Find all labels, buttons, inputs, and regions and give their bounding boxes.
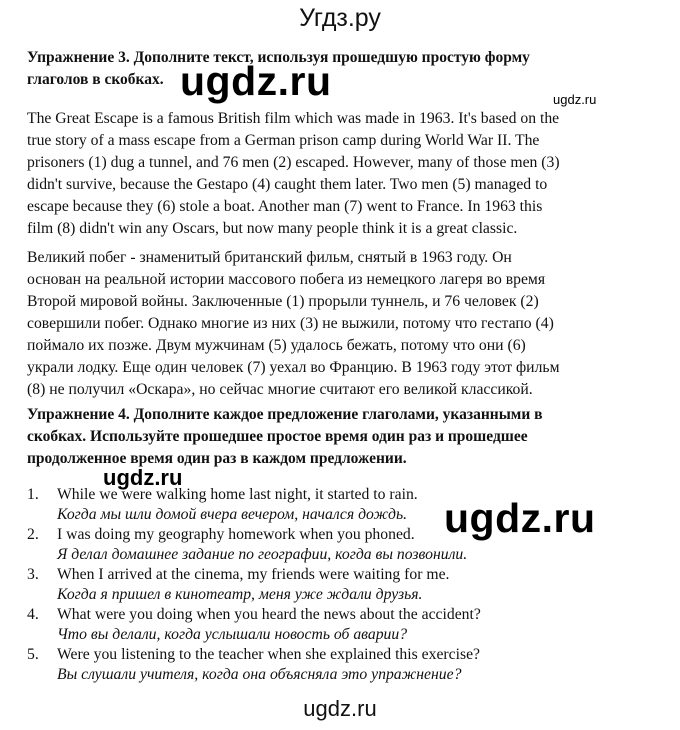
item-number: 3. (27, 566, 39, 583)
exercise-4-title (27, 404, 647, 470)
watermark-medium: ugdz.ru (103, 465, 183, 490)
exercise-3-title (27, 47, 647, 91)
item-russian: Я делал домашнее задание по географии, когда вы позвонили. (57, 546, 468, 563)
text-line: Великий побег - знаменитый британский фильм, снятый в 1963 году. Он (27, 249, 512, 266)
item-russian: Что вы делали, когда услышали новость об аварии? (57, 626, 408, 643)
text-line: didn't survive, because the Gestapo (4) caught them later. Two men (5) managed to (27, 176, 548, 193)
exercise-4-title-line: продолженное время один раз в каждом предложении. (27, 450, 407, 467)
item-number: 2. (27, 526, 39, 543)
item-english: While we were walking home last night, it started to rain. (57, 486, 418, 503)
text-line: The Great Escape is a famous British film which was made in 1963. It's based on the (27, 110, 560, 127)
item-number: 5. (27, 646, 39, 663)
item-russian: Когда я пришел в кинотеатр, меня уже ждали друзья. (57, 586, 423, 603)
item-number: 1. (27, 486, 39, 503)
site-header: Угдз.ру (299, 4, 381, 32)
item-russian: Когда мы шли домой вчера вечером, начался дождь. (57, 506, 408, 523)
text-line: основан на реальной истории массового побега из немецкого лагеря во время (27, 271, 546, 288)
text-line: escape because they (6) stole a boat. Another man (7) went to France. In 1963 this (27, 198, 543, 215)
text-line: совершили побег. Однако многие из них (3) не выжили, потому что гестапо (4) (27, 315, 554, 332)
text-line: film (8) didn't win any Oscars, but now many people think it is a great classic. (27, 220, 518, 237)
item-english: I was doing my geography homework when you phoned. (57, 526, 415, 543)
list-item (27, 605, 647, 645)
exercise-4-title-line: Упражнение 4. Дополните каждое предложение глаголами, указанными в (27, 406, 543, 423)
exercise-3-title-line: Упражнение 3. Дополните текст, используя прошедшую простую форму (27, 49, 530, 66)
text-line: Второй мировой войны. Заключенные (1) прорыли туннель, и 76 человек (2) (27, 293, 539, 310)
exercise-3-title-line: глаголов в скобках. (27, 71, 164, 88)
list-item (27, 565, 647, 605)
text-line: украли лодку. Еще один человек (7) уехал во Францию. В 1963 году этот фильм (27, 359, 560, 376)
exercise-4-title-line: скобках. Используйте прошедшее простое время один раз и прошедшее (27, 428, 528, 445)
exercise-3-english-text (27, 108, 655, 240)
text-line: (8) не получил «Оскара», но сейчас многие считают его великой классикой. (27, 381, 533, 398)
item-number: 4. (27, 606, 39, 623)
watermark-large: ugdz.ru (444, 495, 596, 541)
text-line: поймало их позже. Двум мужчинам (5) удалось бежать, потому что они (6) (27, 337, 526, 354)
watermark-large: ugdz.ru (180, 58, 332, 104)
text-line: true story of a mass escape from a German prison camp during World War II. The (27, 132, 540, 149)
exercise-3-russian-text (27, 247, 655, 401)
watermark-small: ugdz.ru (553, 92, 597, 107)
item-russian: Вы слушали учителя, когда она объясняла это упражнение? (57, 666, 462, 683)
site-footer: ugdz.ru (303, 696, 377, 721)
item-english: When I arrived at the cinema, my friends were waiting for me. (57, 566, 450, 583)
item-english: Were you listening to the teacher when she explained this exercise? (57, 646, 481, 663)
item-english: What were you doing when you heard the news about the accident? (57, 606, 481, 623)
list-item (27, 645, 647, 685)
text-line: prisoners (1) dug a tunnel, and 76 men (2) escaped. However, many of those men (3) (27, 154, 560, 171)
